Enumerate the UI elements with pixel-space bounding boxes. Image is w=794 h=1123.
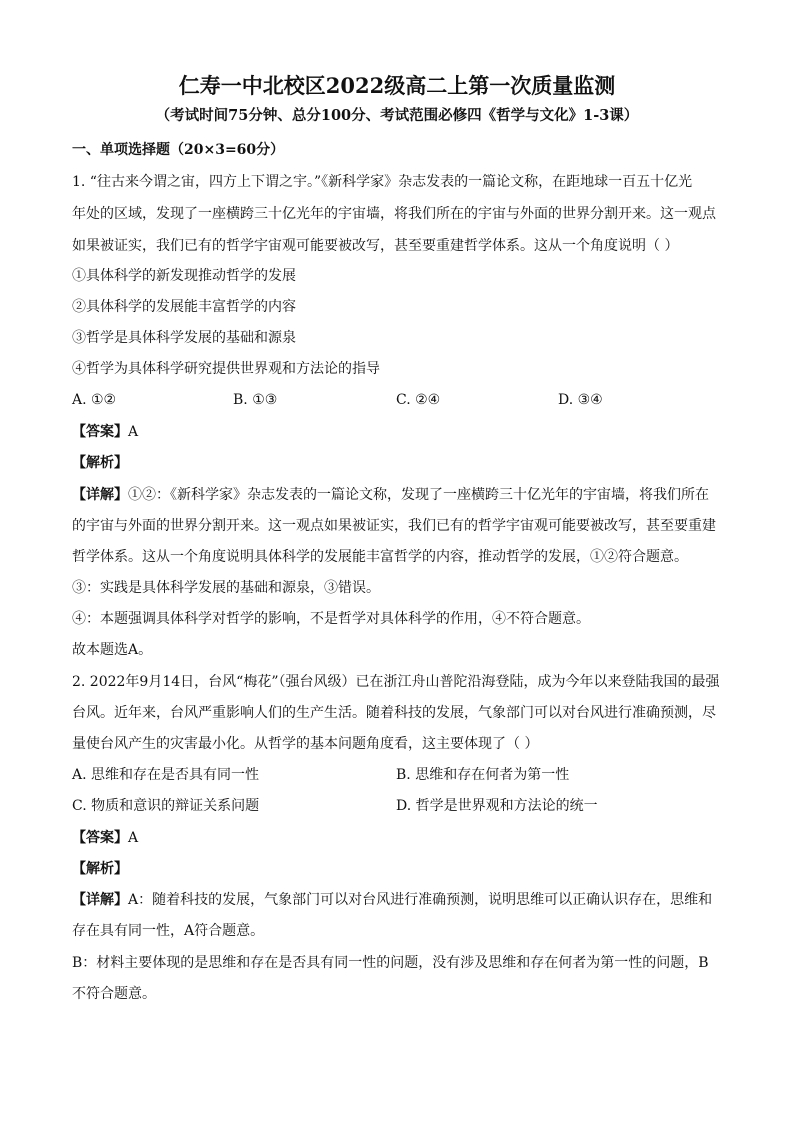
q1-detail-tag: 【详解】	[72, 487, 128, 503]
q1-answer-tag: 【答案】	[72, 424, 128, 440]
q2-stem-line-2: 台风。近年来，台风严重影响人们的生产生活。随着科技的发展，气象部门可以对台风进行准确预测，尽	[72, 705, 716, 721]
q2-detail-line-3: B：材料主要体现的是思维和存在是否具有同一性的问题，没有涉及思维和存在何者为第一性的问题，B	[72, 955, 709, 971]
page-title: 仁寿一中北校区2022级高二上第一次质量监测	[178, 73, 616, 98]
q2-answer-value: A	[128, 830, 139, 846]
section-heading: 一、单项选择题（20×3=60分）	[72, 142, 285, 158]
q2-option-a: A. 思维和存在是否具有同一性	[72, 767, 260, 783]
q2-detail-tag: 【详解】	[72, 892, 128, 908]
q2-option-b: B. 思维和存在何者为第一性	[396, 767, 570, 783]
q2-detail-text: A：随着科技的发展，气象部门可以对台风进行准确预测，说明思维可以正确认识存在，思维和	[128, 892, 713, 908]
q1-stem-line-1: 1. “往古来今谓之宙，四方上下谓之宇。”《新科学家》杂志发表的一篇论文称，在距地球一百五十亿光	[72, 174, 693, 190]
q2-answer	[72, 828, 722, 848]
q2-answer-tag: 【答案】	[72, 830, 128, 846]
q1-detail-line-3: 哲学体系。这从一个角度说明具体科学的发展能丰富哲学的内容，推动哲学的发展，①②符合题意。	[72, 549, 688, 565]
q1-option-d: D. ③④	[558, 392, 603, 408]
q1-stem-line-2: 年处的区域，发现了一座横跨三十亿光年的宇宙墙，将我们所在的宇宙与外面的世界分割开来。这一观点	[72, 206, 716, 222]
q1-stem-line-3: 如果被证实，我们已有的哲学宇宙观可能要被改写，甚至要重建哲学体系。这从一个角度说明（ ）	[72, 238, 679, 254]
q1-answer-value: A	[128, 424, 139, 440]
page-subtitle: （考试时间75分钟、总分100分、考试范围必修四《哲学与文化》1-3课）	[155, 107, 639, 124]
q2-stem-line-1: 2. 2022年9月14日，台风“梅花”（强台风级）已在浙江舟山普陀沿海登陆，成为今年以来登陆我国的最强	[72, 674, 720, 690]
q2-stem-line-3: 量使台风产生的灾害最小化。从哲学的基本问题角度看，这主要体现了（ ）	[72, 736, 539, 752]
q1-answer	[72, 422, 722, 442]
q1-item-4: ④哲学为具体科学研究提供世界观和方法论的指导	[72, 361, 380, 377]
q1-detail-line-4: ③：实践是具体科学发展的基础和源泉，③错误。	[72, 580, 380, 596]
q1-detail-text: ①②：《新科学家》杂志发表的一篇论文称，发现了一座横跨三十亿光年的宇宙墙，将我们所在	[128, 487, 709, 503]
q1-detail-line-5: ④：本题强调具体科学对哲学的影响，不是哲学对具体科学的作用，④不符合题意。	[72, 611, 590, 627]
q1-option-c: C. ②④	[396, 392, 441, 408]
q1-item-3: ③哲学是具体科学发展的基础和源泉	[72, 330, 296, 346]
q1-item-1: ①具体科学的新发现推动哲学的发展	[72, 268, 296, 284]
q2-detail-line-2: 存在具有同一性，A符合题意。	[72, 923, 265, 939]
q1-detail-line-2: 的宇宙与外面的世界分割开来。这一观点如果被证实，我们已有的哲学宇宙观可能要被改写，甚至要重建	[72, 518, 716, 534]
q2-analysis-tag: 【解析】	[72, 861, 128, 877]
q2-option-c: C. 物质和意识的辩证关系问题	[72, 798, 260, 814]
q1-item-2: ②具体科学的发展能丰富哲学的内容	[72, 299, 296, 315]
q2-detail-line-4: 不符合题意。	[72, 986, 156, 1002]
q1-conclusion: 故本题选A。	[72, 642, 153, 658]
q1-option-a: A. ①②	[72, 392, 117, 408]
q2-detail-line-1	[72, 890, 722, 910]
q1-detail-line-1	[72, 485, 722, 505]
q1-option-b: B. ①③	[233, 392, 278, 408]
q1-analysis-tag: 【解析】	[72, 455, 128, 471]
q2-option-d: D. 哲学是世界观和方法论的统一	[396, 798, 598, 814]
